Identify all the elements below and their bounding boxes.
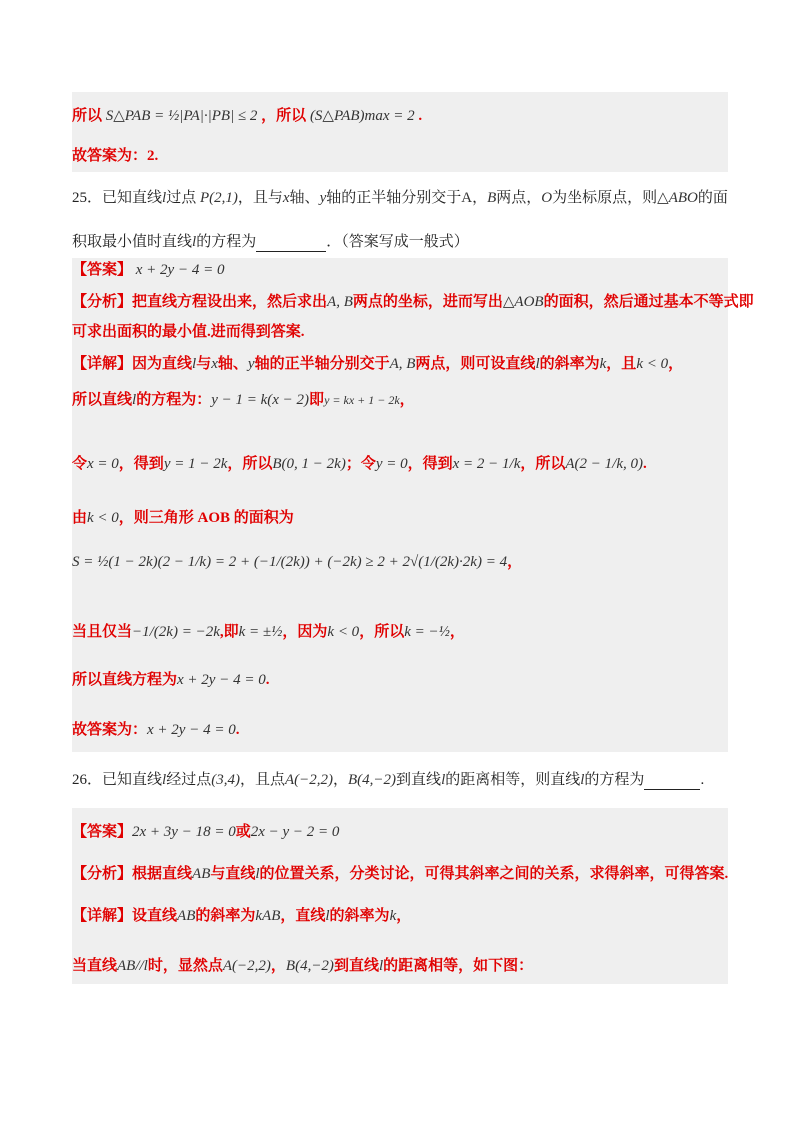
a26-parallel-case: 当直线AB//l时，显然点A(−2,2)，B(4,−2)到直线l的距离相等，如下图：: [72, 958, 534, 974]
a25-area-equation: S = ½(1 − 2k)(2 − 1/k) = 2 + (−1/(2k)) + (−2k) ≥ 2 + 2√(1/(2k)·2k) = 4，: [72, 554, 523, 570]
answer-blank-26: [644, 773, 700, 790]
a25-analysis-2: 可求出面积的最小值.进而得到答案.: [72, 324, 305, 340]
a25-answer: 【答案】 x + 2y − 4 = 0: [72, 262, 225, 278]
a26-answer: 【答案】2x + 3y − 18 = 0或2x − y − 2 = 0: [72, 824, 340, 840]
top-answer-block: [72, 92, 728, 172]
a26-analysis: 【分析】根据直线AB与直线l的位置关系，分类讨论，可得其斜率之间的关系，求得斜率，可得答案.: [72, 866, 729, 882]
question-26: 26．已知直线l经过点(3,4)，且点A(−2,2)，B(4,−2)到直线l的距离相等，则直线l的方程为 .: [72, 772, 705, 788]
area-formula: S△PAB = ½|PA|·|PB| ≤ 2: [105, 108, 258, 124]
top-line-1: 所以 S△PAB = ½|PA|·|PB| ≤ 2 ，所以 (S△PAB)max = 2 .: [72, 108, 423, 124]
a25-intercepts-line: 令x = 0，得到y = 1 − 2k，所以B(0, 1 − 2k)；令y = 0，得到x = 2 − 1/k，所以A(2 − 1/k, 0).: [72, 456, 647, 472]
question-25-line-1: 25．已知直线l过点 P(2,1)，且与x轴、y轴的正半轴分别交于A，B两点，O为坐标原点，则△ABO的面: [72, 190, 728, 206]
area-max-formula: (S△PAB)max = 2: [309, 108, 415, 124]
a25-final-answer: 故答案为：x + 2y − 4 = 0.: [72, 722, 240, 738]
answer-26-block: [72, 808, 728, 984]
a25-detail-1: 【详解】因为直线l与x轴、y轴的正半轴分别交于A, B两点，则可设直线l的斜率为k，且k < 0，: [72, 356, 684, 372]
question-25-line-2: 积取最小值时直线l的方程为 ．（答案写成一般式）: [72, 234, 469, 250]
a25-equality-condition: 当且仅当−1/(2k) = −2k,即k = ±½，因为k < 0，所以k = −½，: [72, 624, 465, 640]
top-line-2: 故答案为：2.: [72, 148, 159, 164]
answer-25-block: [72, 258, 754, 752]
a25-analysis-1: 【分析】把直线方程设出来，然后求出A, B两点的坐标，进而写出△AOB的面积，然后通过基本不等式即: [72, 294, 754, 310]
a25-equation-line: 所以直线l的方程为：y − 1 = k(x − 2)即y = kx + 1 − 2k，: [72, 392, 415, 408]
a25-line-equation: 所以直线方程为x + 2y − 4 = 0.: [72, 672, 270, 688]
a26-detail: 【详解】设直线AB的斜率为kAB，直线l的斜率为k，: [72, 908, 412, 924]
a25-area-intro: 由k < 0，则三角形 AOB 的面积为: [72, 510, 294, 526]
answer-blank: [256, 235, 326, 252]
